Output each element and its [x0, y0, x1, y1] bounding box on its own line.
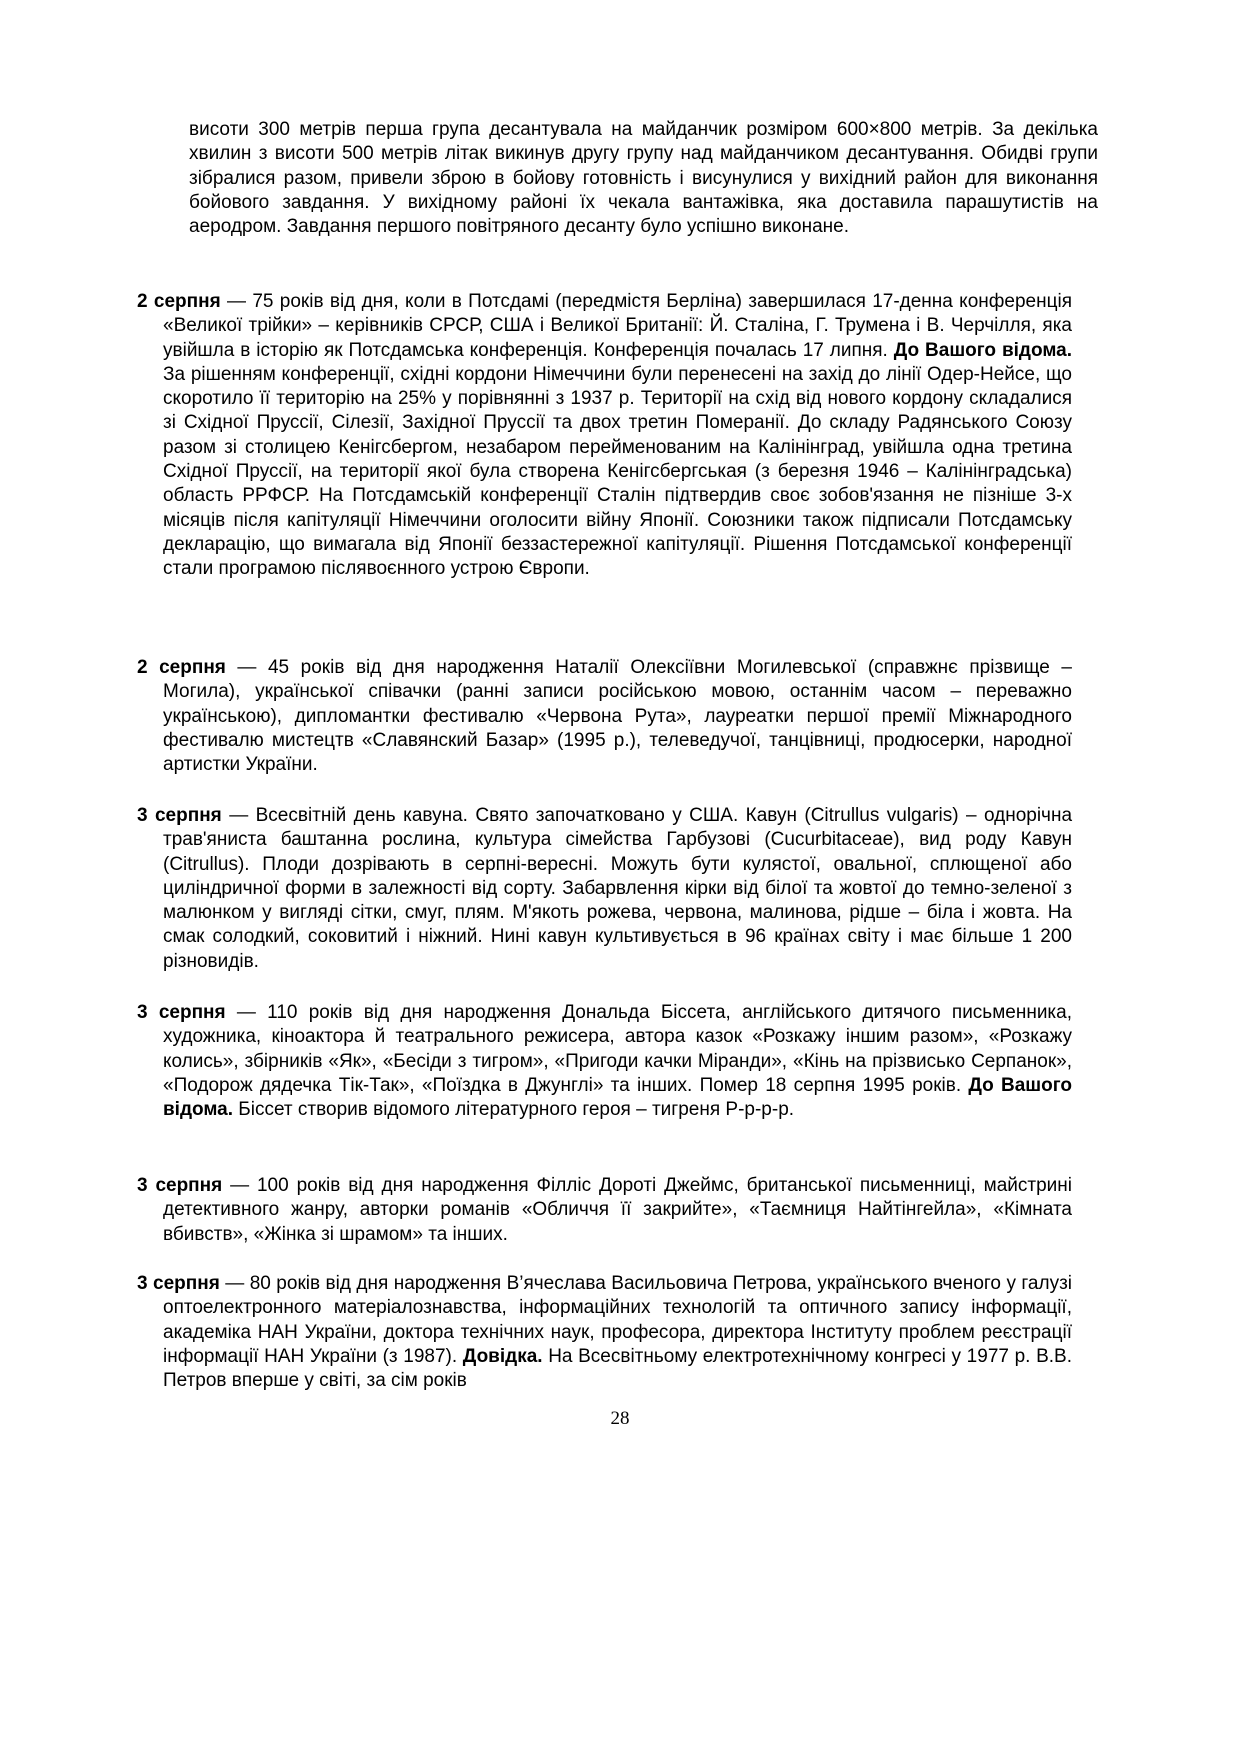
entry-paragraph — [137, 804, 1072, 974]
entry-note-label: До Вашого відома. — [893, 339, 1072, 361]
entry-paragraph — [137, 1174, 1072, 1247]
entry-text: — 75 років від дня, коли в Потсдамі (передмістя Берліна) завершилася 17-денна конференція «Великої трійки» – керівників СРСР, США і Великої Британії: Й. Сталіна, Г. Трумена і В. Черчілля, яка увійшла в історію як Потсдамська конференція. Конференція почалась 17 липня. — [163, 291, 1072, 361]
entry-date: 3 серпня — [137, 1175, 223, 1196]
intro-paragraph — [163, 118, 1098, 239]
entry-3 — [137, 1001, 1072, 1122]
entry-text-continued: Біссет створив відомого літературного героя – тигреня Р-р-р-р. — [233, 1099, 795, 1121]
entry-note-label: Довідка. — [462, 1345, 543, 1367]
entry-paragraph — [137, 656, 1072, 777]
entry-text-continued: На Всесвітньому електротехнічному конгресі у 1977 р. В.В. Петров вперше у світі, за сім років — [163, 1345, 1072, 1392]
entry-text-continued: За рішенням конференції, східні кордони Німеччини були перенесені на захід до лінії Одер-Нейсе, що скоротило її територію на 25% у порівнянні з 1937 р. Території на схід від нового кордону складалися зі Східної Пруссії, Сілезії, Західної Пруссії та двох третин Померанії. До складу Радянського Союзу разом зі столицею Кенігсбергом, незабаром перейменованим на Калінінград, увійшла одна третина Східної Пруссії, на території якої була створена Кенігсбергськая (з березня 1946 – Калінінградська) область РРФСР. На Потсдамській конференції Сталін підтвердив своє зобов'язання не пізніше 3-х місяців після капітуляції Німеччини оголосити війну Японії. Союзники також підписали Потсдамську декларацію, що вимагала від Японії беззастережної капітуляції. Рішення Потсдамської конференції стали програмою післявоєнного устрою Європи. — [163, 363, 1072, 580]
entry-2 — [137, 804, 1072, 974]
entry-paragraph — [137, 290, 1072, 582]
entry-1 — [137, 656, 1072, 777]
entry-date: 2 серпня — [137, 291, 221, 312]
entry-text: — 100 років від дня народження Філліс Дороті Джеймс, британської письменниці, майстрині детективного жанру, авторки романів «Обличчя її закрийте», «Таємниця Найтінгейла», «Кімната вбивств», «Жінка зі шрамом» та інших. — [163, 1175, 1072, 1245]
entry-text: — Всесвітній день кавуна. Свято започатковано у США. Кавун (Citrullus vulgaris) – однорічна трав'яниста баштанна рослина, культура сімейства Гарбузові (Cucurbitaceae), вид роду Кавун (Citrullus). Плоди дозрівають в серпні-вересні. Можуть бути кулястої, овальної, сплющеної або циліндричної форми в залежності від сорту. Забарвлення кірки від білої та жовтої до темно-зеленої з малюнком у вигляді сітки, смуг, плям. М'якоть рожева, червона, малинова, рідше – біла і жовта. На смак солодкий, соковитий і ніжний. Нині кавун культивується в 96 країнах світу і має більше 1 200 різновидів. — [163, 805, 1073, 972]
entry-date: 3 серпня — [137, 1273, 220, 1294]
page-number: 28 — [610, 1408, 630, 1429]
entry-text: — 110 років від дня народження Дональда Біссета, англійського дитячого письменника, художника, кіноактора й театрального режисера, автора казок «Розкажу іншим разом», «Розкажу колись», збірників «Як», «Бесіди з тигром», «Пригоди качки Міранди», «Кінь на прізвисько Серпанок», «Подорож дядечка Тік-Так», «Поїздка в Джунглі» та інших. Помер 18 серпня 1995 років. — [163, 1002, 1073, 1096]
entry-date: 3 серпня — [137, 1002, 226, 1023]
entry-0 — [137, 290, 1072, 582]
entry-text: — 80 років від дня народження В’ячеслава Васильовича Петрова, українського вченого у галузі оптоелектронного матеріалознавства, інформаційних технологій та оптичного запису інформації, академіка НАН України, доктора технічних наук, професора, директора Інституту проблем реєстрації інформації НАН України (з 1987). — [163, 1273, 1073, 1367]
entry-paragraph — [137, 1272, 1072, 1393]
entry-date: 2 серпня — [137, 657, 226, 678]
entry-note-label: До Вашого відома. — [163, 1074, 1072, 1121]
entry-5 — [137, 1272, 1072, 1393]
entry-paragraph — [137, 1001, 1072, 1122]
intro-text: висоти 300 метрів перша група десантувала на майданчик розміром 600×800 метрів. За декілька хвилин з висоти 500 метрів літак викинув другу групу над майданчиком десантування. Обидві групи зібралися разом, привели зброю в бойову готовність і висунулися у вихідний район для виконання бойового завдання. У вихідному районі їх чекала вантажівка, яка доставила парашутистів на аеродром. Завдання першого повітряного десанту було успішно виконане. — [189, 119, 1098, 238]
entry-text: — 45 років від дня народження Наталії Олексіївни Могилевської (справжнє прізвище – Могила), української співачки (ранні записи російською мовою, останнім часом – переважно українською), дипломантки фестивалю «Червона Рута», лауреатки першої премії Міжнародного фестивалю мистецтв «Славянский Базар» (1995 р.), телеведучої, танцівниці, продюсерки, народної артистки України. — [163, 657, 1072, 776]
entry-4 — [137, 1174, 1072, 1247]
entry-date: 3 серпня — [137, 805, 222, 826]
